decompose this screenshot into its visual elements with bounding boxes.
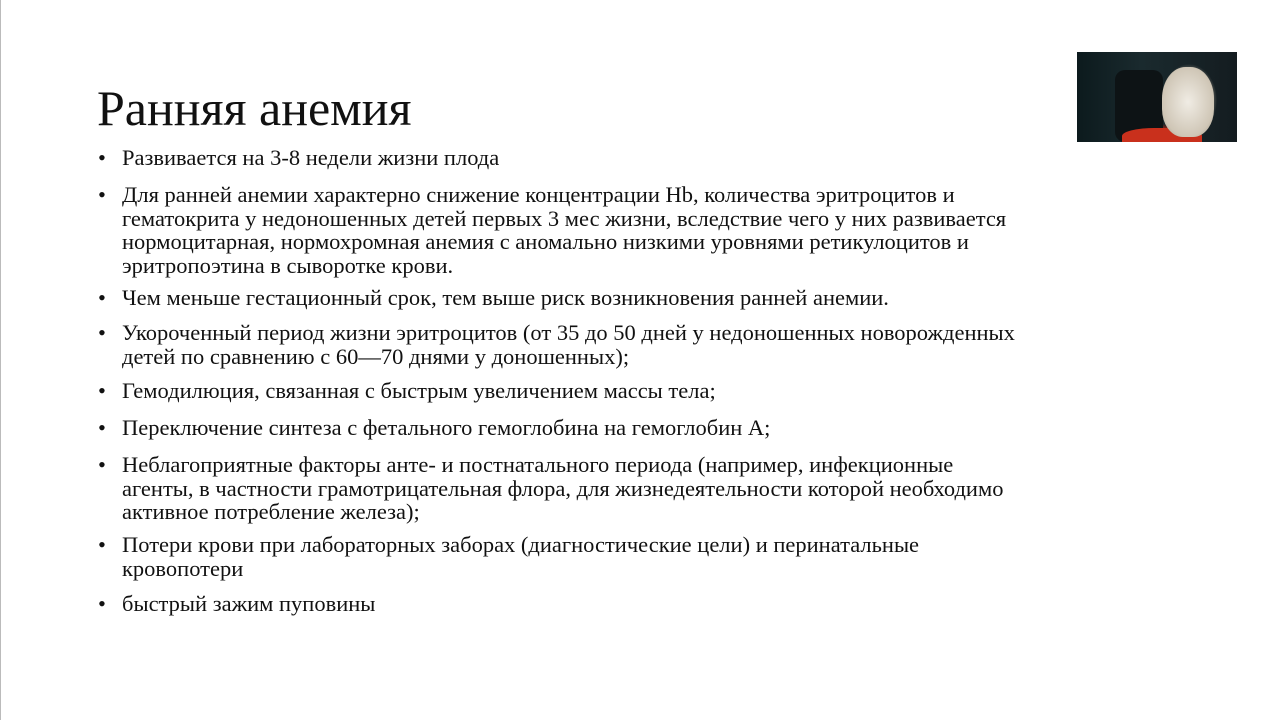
bullet-text [122, 533, 919, 580]
bullet-marker: • [98, 285, 106, 310]
bullet-text-line: Для ранней анемии характерно снижение концентрации Hb, количества эритроцитов и [122, 182, 955, 207]
bullet-text-line: Потери крови при лабораторных заборах (диагностические цели) и перинатальные [122, 532, 920, 557]
bullet-text [122, 321, 1015, 368]
bullet-text-line: Гемодилюция, связанная с быстрым увеличением массы тела; [122, 378, 716, 403]
bullet-text-line: детей по сравнению с 60—70 днями у доношенных); [122, 343, 630, 369]
bullet-text [122, 183, 1006, 277]
bullet-marker: • [98, 532, 106, 557]
bullet-text-line: нормоцитарная, нормохромная анемия с аномально низкими уровнями ретикулоцитов и [122, 229, 969, 254]
bullet-text [122, 379, 716, 403]
bullet-text-line: Переключение синтеза с фетального гемоглобина на гемоглобин А; [122, 415, 771, 440]
bullet-text-line: активное потребление железа); [122, 499, 420, 524]
bullet-marker: • [98, 378, 106, 403]
bullet-text-line: Укороченный период жизни эритроцитов (от 35 до 50 дней у недоношенных новорожденных [122, 320, 1015, 345]
bullet-text [122, 286, 889, 310]
bullet-marker: • [98, 320, 106, 345]
bullet-marker: • [98, 145, 106, 170]
bullet-marker: • [98, 452, 106, 477]
bullet-text [122, 416, 770, 440]
bullet-marker: • [98, 415, 106, 440]
bullet-text-line: эритропоэтина в сыворотке крови. [122, 252, 454, 278]
bullet-marker: • [98, 591, 106, 616]
slide-title: Ранняя анемия [97, 80, 412, 136]
bullet-text [122, 146, 499, 170]
bullet-text [122, 453, 1003, 524]
bullet-text-line: агенты, в частности грамотрицательная флора, для жизнедеятельности которой необходимо [122, 475, 1004, 501]
webcam-presenter-face [1162, 67, 1214, 137]
bullet-text [122, 592, 375, 616]
slide-edge [0, 0, 1, 720]
bullet-text-line: гематокрита у недоношенных детей первых 3 мес жизни, вследствие чего у них развивается [122, 205, 1007, 231]
webcam-overlay [1077, 52, 1237, 142]
bullet-text-line: Неблагоприятные факторы анте- и постнатального периода (например, инфекционные [122, 452, 954, 477]
bullet-text-line: Чем меньше гестационный срок, тем выше риск возникновения ранней анемии. [122, 285, 889, 310]
bullet-text-line: Развивается на 3-8 недели жизни плода [122, 145, 500, 170]
bullet-text-line: быстрый зажим пуповины [122, 591, 376, 616]
bullet-text-line: кровопотери [122, 555, 244, 581]
bullet-marker: • [98, 182, 106, 207]
